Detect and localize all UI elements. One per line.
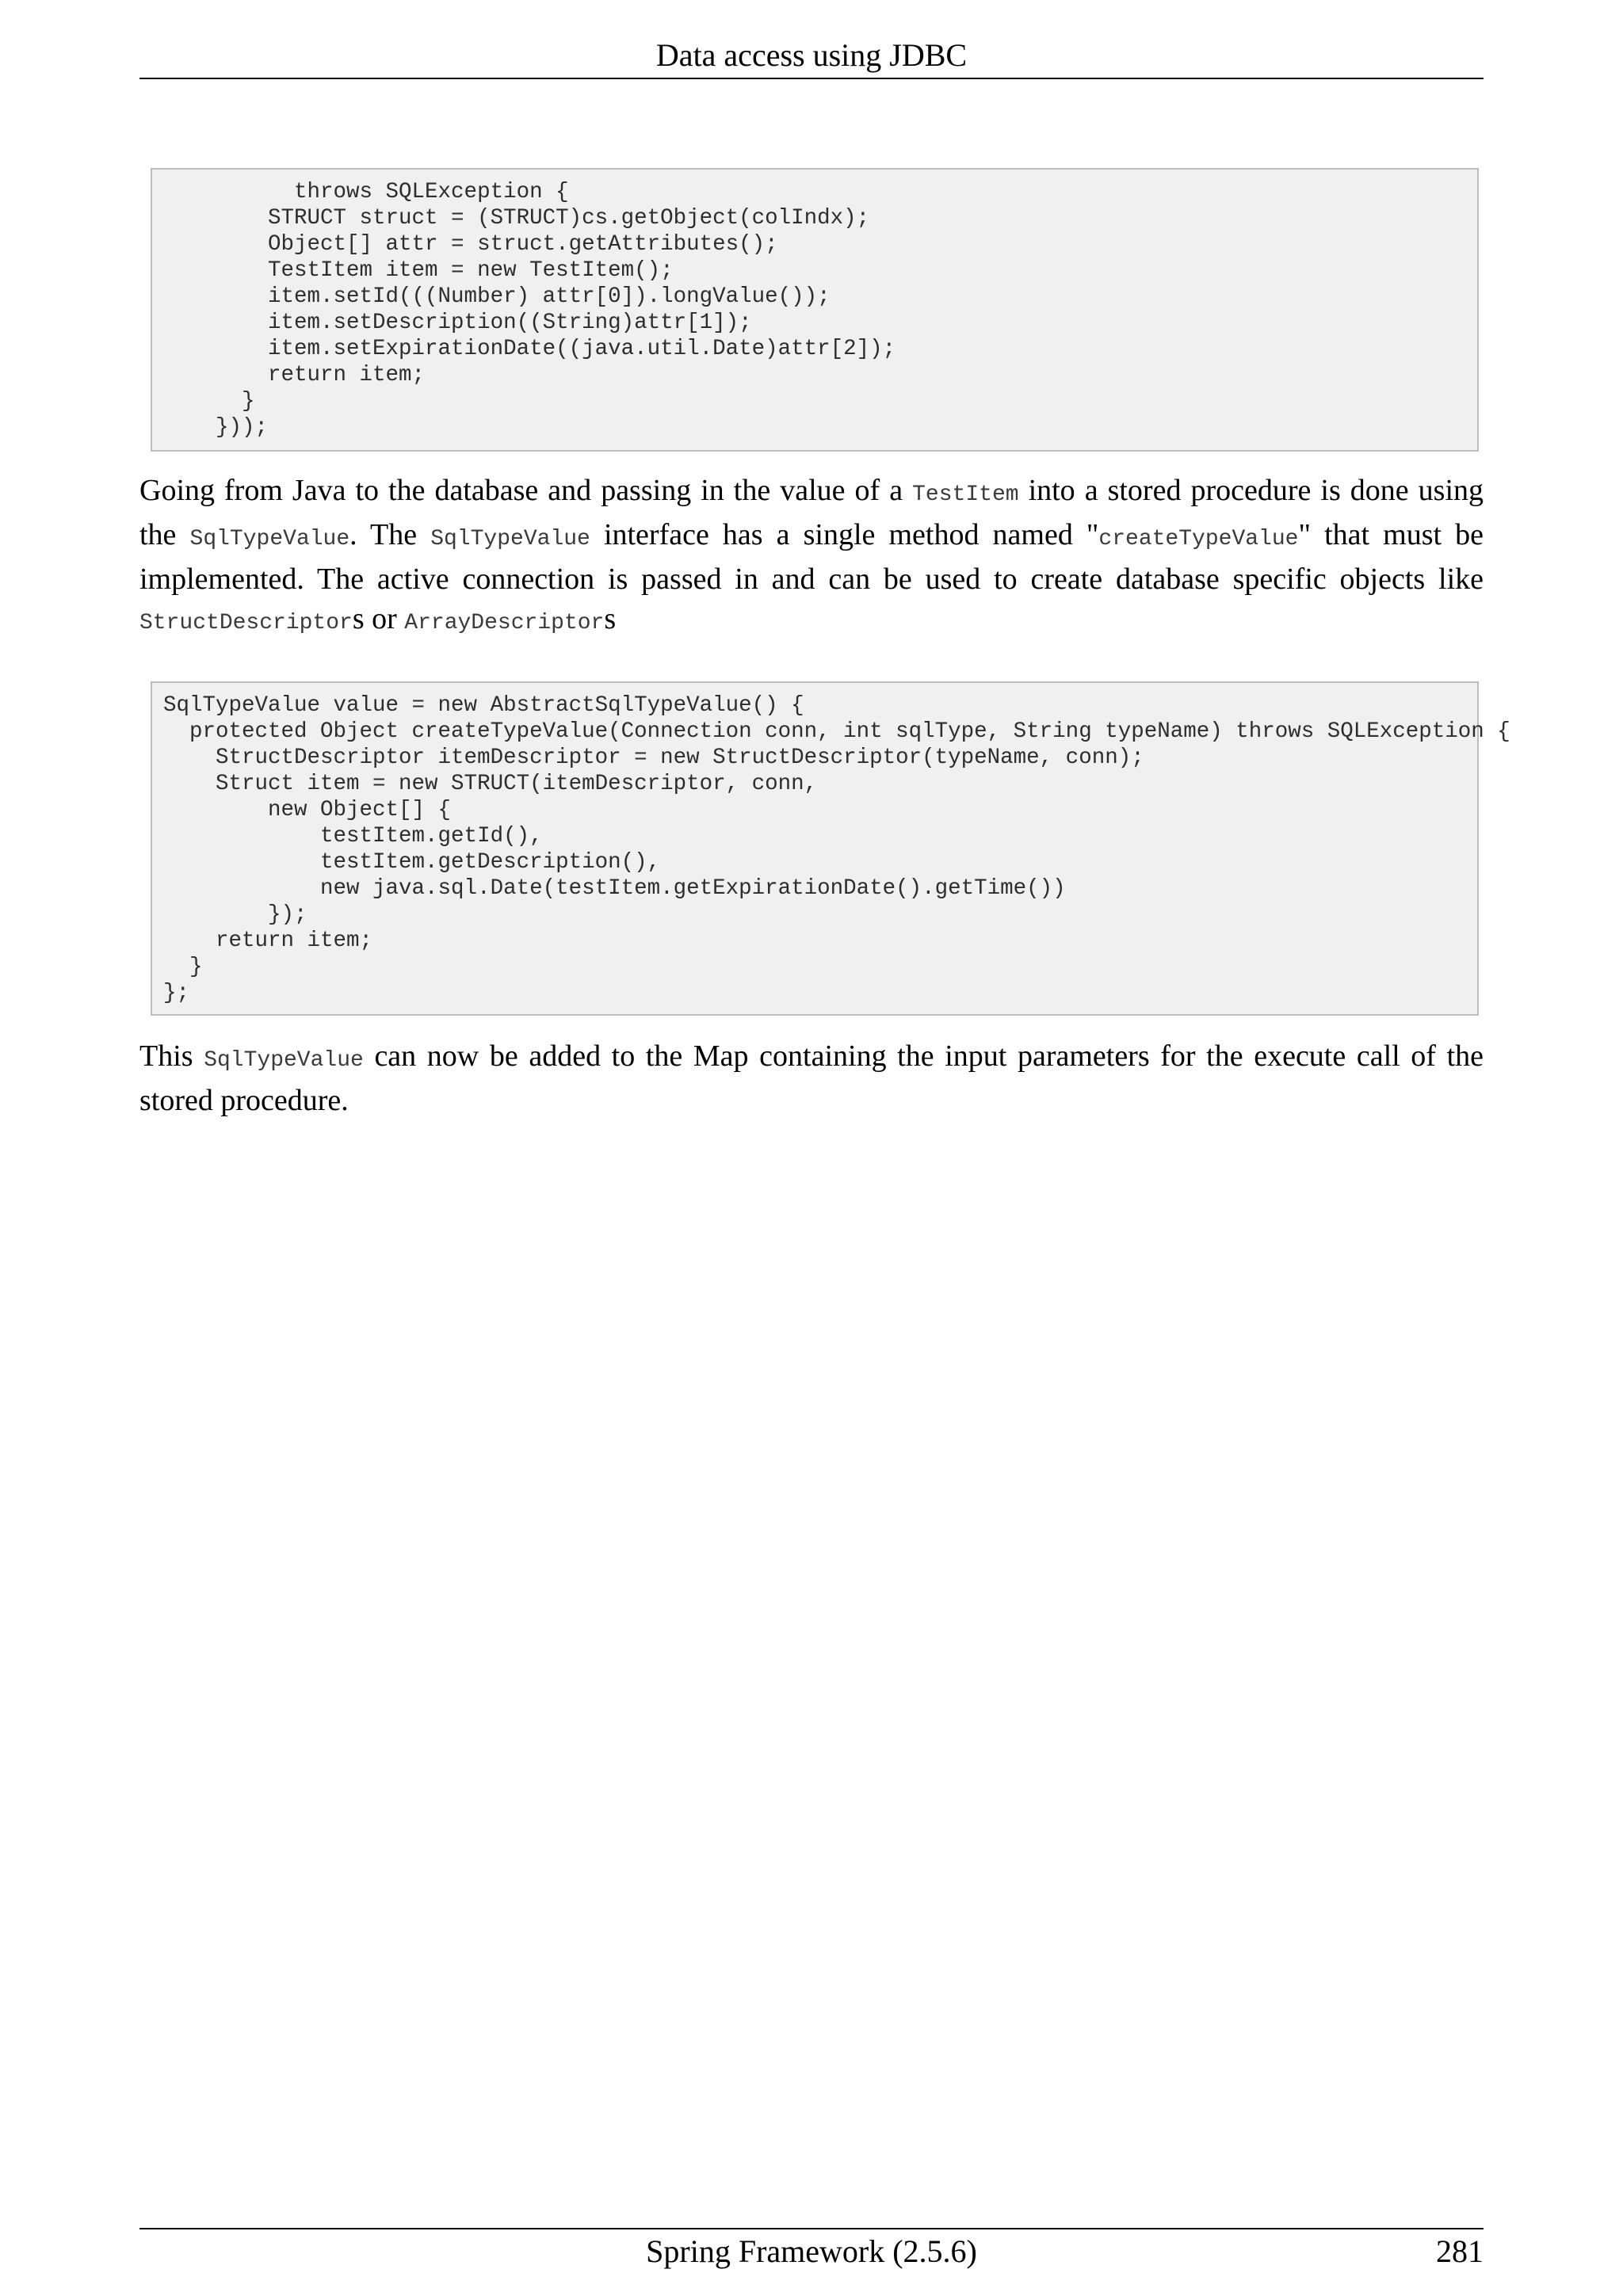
text-run: can now be added to the Map containing the input parameters for the execute call of the [363, 1039, 1484, 1073]
code-block-sqltypevalue: SqlTypeValue value = new AbstractSqlTypeValue() { protected Object createTypeValue(Connection conn, int sqlType, String typeName) throws SQLException { StructDescriptor itemDescriptor = new StructDescriptor(typeName, conn); Struct item = new STRUCT(itemDescriptor, conn, new Object[] { testItem.getId(), testItem.getDescription(), new java.sql.Date(testItem.getExpirationDate().getTime()) }); return item; } }; [151, 681, 1479, 1016]
text-run: interface has a single method named " [590, 518, 1099, 551]
footer-title: Spring Framework (2.5.6) [646, 2233, 977, 2269]
text-run: into a stored procedure is done using [1018, 474, 1484, 507]
code-block-struct-mapping: throws SQLException { STRUCT struct = (STRUCT)cs.getObject(colIndx); Object[] attr = struct.getAttributes(); TestItem item = new TestItem(); item.setId(((Number) attr[0]).longValue()); item.setDescription((String)attr[1]); item.setExpirationDate((java.util.Date)attr[2]); return item; } })); [151, 168, 1479, 452]
inline-code: ArrayDescriptor [404, 611, 605, 635]
footer-rule [139, 2228, 1484, 2229]
paragraph-line [139, 1036, 1484, 1081]
paragraph-line: implemented. The active connection is passed in and can be used to create database specific objects like [139, 563, 1484, 596]
inline-code: SqlTypeValue [204, 1048, 364, 1073]
inline-code: createTypeValue [1098, 527, 1299, 551]
text-run: s [604, 602, 617, 635]
paragraph-sqltypevalue-intro [139, 471, 1484, 643]
page-header-title: Data access using JDBC [655, 37, 968, 73]
paragraph-line [139, 599, 1484, 643]
text-run: " that must be [1298, 518, 1484, 551]
text-run: Going from Java to the database and passing in the value of a [139, 474, 913, 507]
text-run: s or [352, 602, 405, 635]
paragraph-line: stored procedure. [139, 1084, 349, 1117]
text-run: . The [349, 518, 431, 551]
header-rule [139, 78, 1484, 79]
paragraph-sqltypevalue-usage [139, 1036, 1484, 1120]
page-number: 281 [1436, 2233, 1484, 2269]
inline-code: StructDescriptor [139, 611, 353, 635]
text-run: the [139, 518, 190, 551]
paragraph-line [139, 471, 1484, 515]
inline-code: TestItem [912, 482, 1019, 507]
inline-code: SqlTypeValue [189, 527, 350, 551]
paragraph-line [139, 515, 1484, 559]
text-run: This [139, 1039, 204, 1073]
inline-code: SqlTypeValue [430, 527, 590, 551]
